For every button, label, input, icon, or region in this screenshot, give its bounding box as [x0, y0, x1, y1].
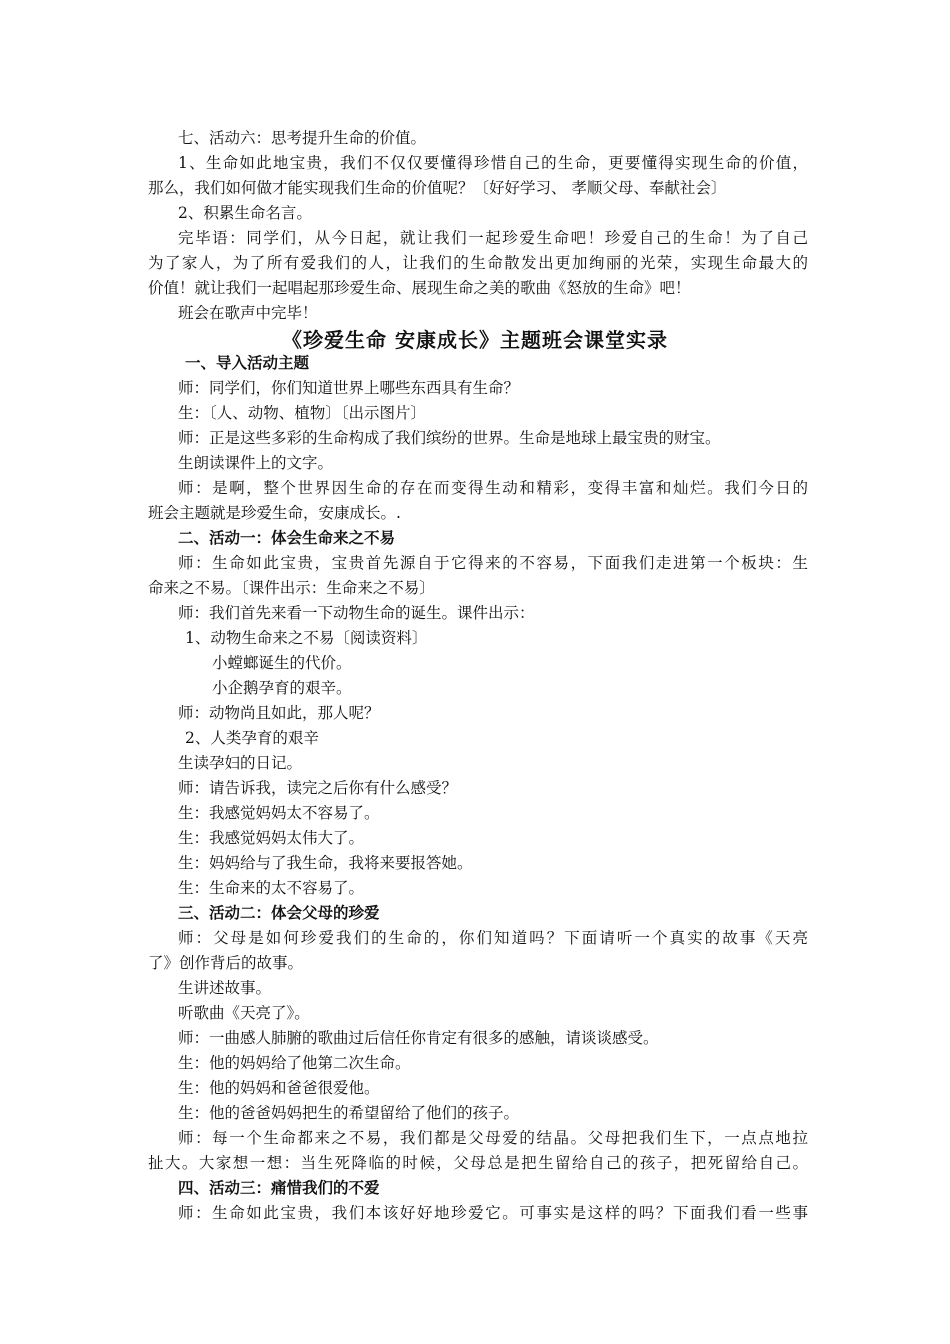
paragraph-line: 师：一曲感人肺腑的歌曲过后信任你肯定有很多的感触，请谈谈感受。 [178, 1029, 659, 1047]
paragraph-line: 小螳螂诞生的代价。 [212, 654, 352, 672]
paragraph-line: 师：同学们，你们知道世界上哪些东西具有生命？ [178, 379, 520, 397]
paragraph-line: 听歌曲《天亮了》。 [178, 1004, 310, 1022]
paragraph-line: 生：生命来的太不容易了。 [178, 879, 365, 897]
section-heading: 二、活动一：体会生命来之不易 [178, 529, 396, 547]
paragraph-line: 为了家人，为了所有爱我们的人，让我们的生命散发出更加绚丽的光荣，实现生命最大的 [148, 254, 808, 272]
paragraph-line: 2、积累生命名言。 [178, 204, 312, 222]
paragraph-line: 命来之不易。〔课件出示：生命来之不易〕 [148, 579, 435, 597]
document-title: 《珍爱生命 安康成长》主题班会课堂实录 [282, 328, 668, 352]
paragraph-line: 生讲述故事。 [178, 979, 272, 997]
paragraph-line: 小企鹅孕育的艰辛。 [212, 679, 352, 697]
paragraph-line: 师：正是这些多彩的生命构成了我们缤纷的世界。生命是地球上最宝贵的财宝。 [178, 429, 721, 447]
paragraph-line: 师：生命如此宝贵，宝贵首先源自于它得来的不容易，下面我们走进第一个板块：生 [178, 554, 808, 572]
paragraph-line: 完毕语：同学们，从今日起，就让我们一起珍爱生命吧！珍爱自己的生命！为了自己 [178, 229, 808, 247]
paragraph-line: 生：〔人、动物、植物〕〔出示图片〕 [178, 404, 427, 422]
section-heading: 三、活动二：体会父母的珍爱 [178, 904, 380, 922]
paragraph-line: 价值！就让我们一起唱起那珍爱生命、展现生命之美的歌曲《怒放的生命》吧！ [148, 279, 691, 297]
paragraph-line: 师：每一个生命都来之不易，我们都是父母爱的结晶。父母把我们生下，一点点地拉 [178, 1129, 808, 1147]
paragraph-line: 生：我感觉妈妈太不容易了。 [178, 804, 380, 822]
paragraph-line: 师：动物尚且如此，那人呢？ [178, 704, 380, 722]
paragraph-line: 班会在歌声中完毕！ [178, 304, 318, 322]
section-heading: 一、导入活动主题 [185, 354, 310, 372]
paragraph-line: 1、生命如此地宝贵，我们不仅仅要懂得珍惜自己的生命，更要懂得实现生命的价值， [178, 154, 808, 172]
paragraph-line: 生：他的妈妈和爸爸很爱他。 [178, 1079, 380, 1097]
paragraph-line: 师：生命如此宝贵，我们本该好好地珍爱它。可事实是这样的吗？下面我们看一些事 [178, 1204, 808, 1222]
paragraph-line: 七、活动六：思考提升生命的价值。 [178, 129, 427, 147]
paragraph-line: 生：妈妈给与了我生命，我将来要报答她。 [178, 854, 473, 872]
paragraph-line: 师：父母是如何珍爱我们的生命的，你们知道吗？下面请听一个真实的故事《天亮 [178, 929, 808, 947]
paragraph-line: 师：请告诉我，读完之后你有什么感受？ [178, 779, 458, 797]
paragraph-line: 2、人类孕育的艰辛 [185, 729, 319, 747]
paragraph-line: 生朗读课件上的文字。 [178, 454, 334, 472]
paragraph-line: 生读孕妇的日记。 [178, 754, 303, 772]
paragraph-line: 生：他的爸爸妈妈把生的希望留给了他们的孩子。 [178, 1104, 520, 1122]
section-heading: 四、活动三：痛惜我们的不爱 [178, 1179, 380, 1197]
paragraph-line: 1、动物生命来之不易〔阅读资料〕 [185, 629, 428, 647]
paragraph-line: 扯大。大家想一想：当生死降临的时候，父母总是把生留给自己的孩子，把死留给自己。 [148, 1154, 808, 1172]
paragraph-line: 师：是啊，整个世界因生命的存在而变得生动和精彩，变得丰富和灿烂。我们今日的 [178, 479, 808, 497]
paragraph-line: 班会主题就是珍爱生命，安康成长。. [148, 504, 401, 522]
paragraph-line: 了》创作背后的故事。 [148, 954, 304, 972]
paragraph-line: 师：我们首先来看一下动物生命的诞生。课件出示： [178, 604, 535, 622]
paragraph-line: 生：他的妈妈给了他第二次生命。 [178, 1054, 411, 1072]
paragraph-line: 那么，我们如何做才能实现我们生命的价值呢？〔好好学习、 孝顺父母、奉献社会〕 [148, 179, 727, 197]
paragraph-line: 生：我感觉妈妈太伟大了。 [178, 829, 365, 847]
